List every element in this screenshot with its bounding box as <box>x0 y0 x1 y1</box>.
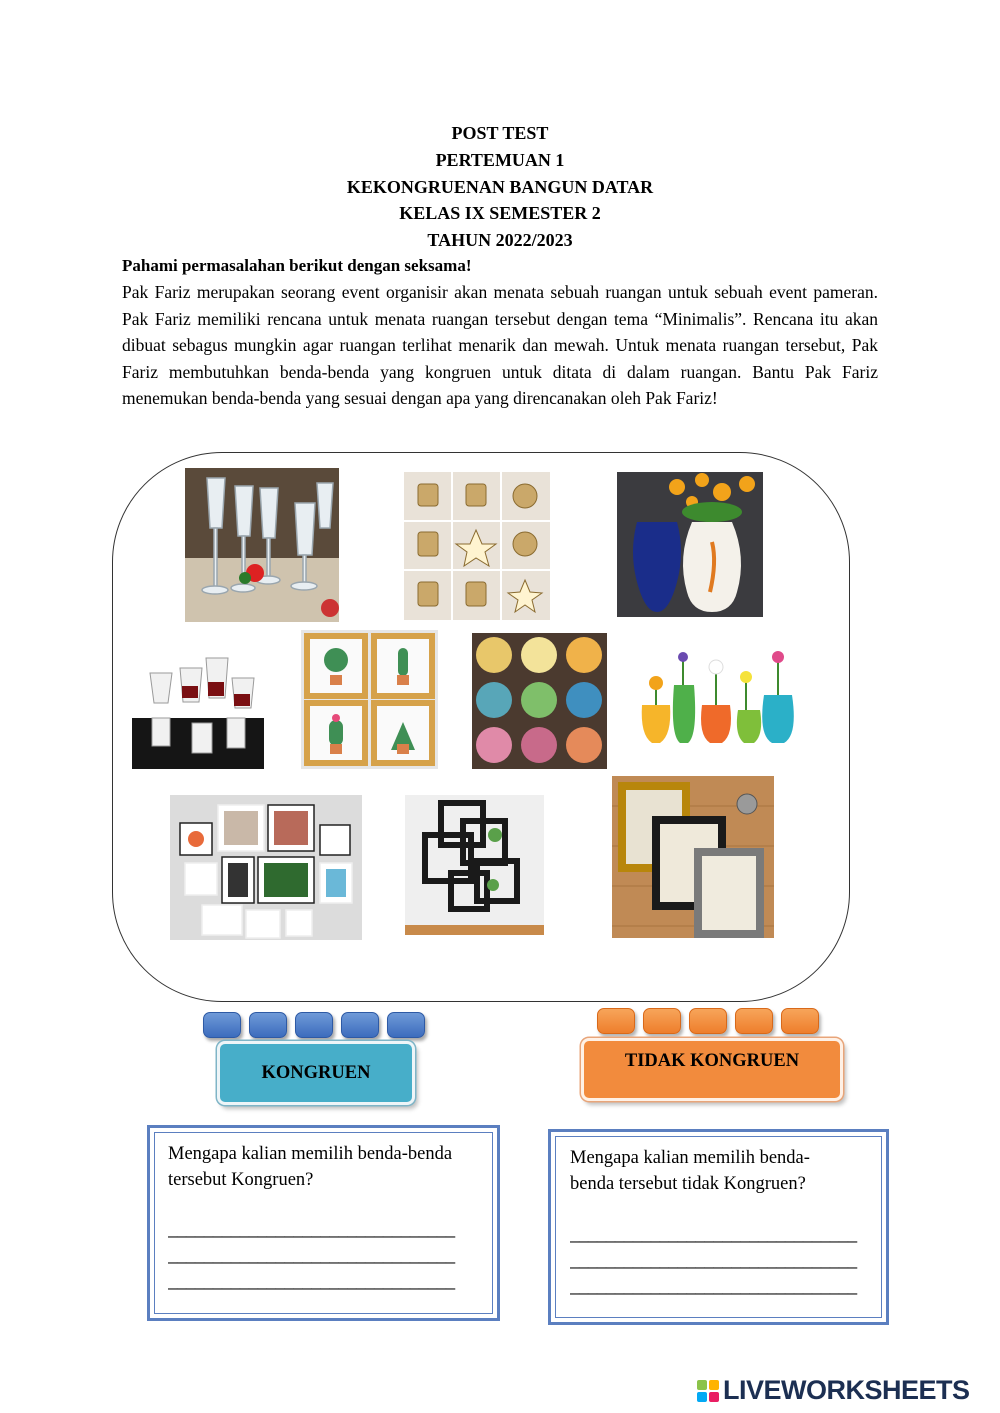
kongruen-slot-1[interactable] <box>203 1012 241 1038</box>
liveworksheets-wordmark: LIVEWORKSHEETS <box>723 1375 970 1405</box>
kongruen-label: KONGRUEN <box>217 1041 415 1105</box>
rattan-lamps-image[interactable] <box>472 633 607 769</box>
kongruen-answer-line-2[interactable]: ________________________________ <box>168 1245 455 1264</box>
tidak-kongruen-answer-line-3[interactable]: ________________________________ <box>570 1276 857 1295</box>
liveworksheets-branding <box>697 1375 970 1406</box>
tidak-kongruen-answer-line-1[interactable]: ________________________________ <box>570 1224 857 1243</box>
tidak-kongruen-drop-slots <box>597 1008 819 1034</box>
tidak-kongruen-slot-4[interactable] <box>735 1008 773 1034</box>
black-shelf-frames-image[interactable] <box>405 795 544 935</box>
ornate-frames-image[interactable] <box>612 776 774 938</box>
tidak-kongruen-slot-2[interactable] <box>643 1008 681 1034</box>
kongruen-answer-line-1[interactable]: ________________________________ <box>168 1219 455 1238</box>
kongruen-drop-slots <box>203 1012 425 1038</box>
tidak-kongruen-question-box <box>548 1129 889 1325</box>
flower-vases-image[interactable] <box>617 472 763 617</box>
tidak-kongruen-slot-3[interactable] <box>689 1008 727 1034</box>
title-topic: KEKONGRUENAN BANGUN DATAR <box>346 176 654 197</box>
tidak-kongruen-slot-1[interactable] <box>597 1008 635 1034</box>
kongruen-answer-line-3[interactable]: ________________________________ <box>168 1271 455 1290</box>
kongruen-slot-2[interactable] <box>249 1012 287 1038</box>
tidak-kongruen-label: TIDAK KONGRUEN <box>581 1038 843 1101</box>
tidak-kongruen-slot-5[interactable] <box>781 1008 819 1034</box>
kongruen-question-line1: Mengapa kalian memilih benda-benda <box>168 1144 453 1164</box>
title-class: KELAS IX SEMESTER 2 <box>399 203 601 224</box>
liveworksheets-logo-icon <box>697 1380 719 1402</box>
kongruen-question-box <box>147 1125 500 1321</box>
photo-gallery-wall-image[interactable] <box>170 795 362 940</box>
cactus-frames-image[interactable] <box>301 630 438 769</box>
problem-story: Pak Fariz merupakan seorang event organisir akan menata sebuah ruangan untuk sebuah event pameran. Pak Fariz memiliki rencana untuk menata ruangan tersebut dengan tema “Minimalis”. Rencana itu akan dibuat sebagus mungkin agar ruangan terlihat menarik dan mewah. Untuk menata ruangan tersebut, Pak Fariz membutuhkan benda-benda yang kongruen untuk ditata di dalam ruangan. Bantu Pak Fariz menemukan benda-benda yang sesuai dengan apa yang direncanakan oleh Pak Fariz! <box>122 282 878 409</box>
kongruen-slot-5[interactable] <box>387 1012 425 1038</box>
title-meeting: PERTEMUAN 1 <box>435 149 565 170</box>
kongruen-question-line2: tersebut Kongruen? <box>168 1170 314 1190</box>
kongruen-slot-4[interactable] <box>341 1012 379 1038</box>
kongruen-slot-3[interactable] <box>295 1012 333 1038</box>
tidak-kongruen-question-line2: benda tersebut tidak Kongruen? <box>570 1174 806 1194</box>
instruction-text: Pahami permasalahan berikut dengan seksama! <box>122 256 472 275</box>
title-post-test: POST TEST <box>451 123 549 143</box>
tidak-kongruen-question-line1: Mengapa kalian memilih benda- <box>570 1148 810 1168</box>
ceiling-lamps-image[interactable] <box>404 472 550 620</box>
crystal-glasses-image[interactable] <box>185 468 339 622</box>
tidak-kongruen-answer-line-2[interactable]: ________________________________ <box>570 1250 857 1269</box>
title-year: TAHUN 2022/2023 <box>427 230 573 251</box>
wine-glasses-image[interactable] <box>132 638 264 769</box>
worksheet-header <box>0 120 1000 254</box>
colorful-vases-image[interactable] <box>636 645 796 745</box>
